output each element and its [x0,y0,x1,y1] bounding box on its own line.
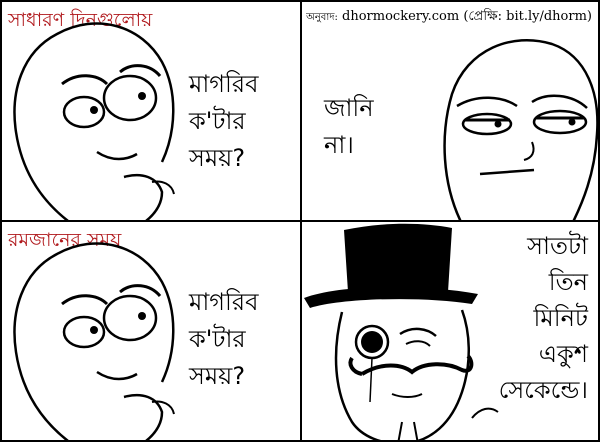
speech-line: সাতটা [527,232,588,260]
thinking-face-drawing [2,222,202,442]
speech-text [324,90,374,164]
panel-like-a-sir [300,220,600,442]
speech-line: তিন [548,268,588,296]
panel-dont-know [300,0,600,222]
speech-text [189,66,258,178]
speech-line: একুশ [538,340,588,368]
credit-prefix: অনুবাদ: [306,12,338,23]
credit-source: bit.ly/dhorm) [506,9,592,24]
panel-caption: রমজানের সময় [8,229,122,251]
speech-line: ক'টার [189,107,246,136]
speech-text [499,228,588,408]
speech-line: মিনিট [533,304,588,332]
speech-line: জানি [324,94,374,122]
top-hat-gentleman-drawing [302,222,502,442]
credit-site: dhormockery.com [342,9,460,24]
speech-line: সময়? [189,144,246,173]
credit-source-label: (প্রেক্ষি: [463,9,502,24]
speech-line: মাগরিব [189,70,259,98]
speech-line: মাগরিব [189,288,259,316]
panel-caption: সাধারণ দিনগুলোয় [8,9,153,31]
speech-line: ক'টার [189,325,246,354]
thinking-face-drawing [2,2,202,222]
speech-text [189,284,258,396]
panel-ramadan-time [0,220,302,442]
speech-line: সময়? [189,362,246,391]
speech-line: সেকেন্ডে। [498,376,588,404]
panel-ordinary-days [0,0,302,222]
speech-line: না। [324,131,354,160]
indifferent-face-drawing [432,24,600,222]
